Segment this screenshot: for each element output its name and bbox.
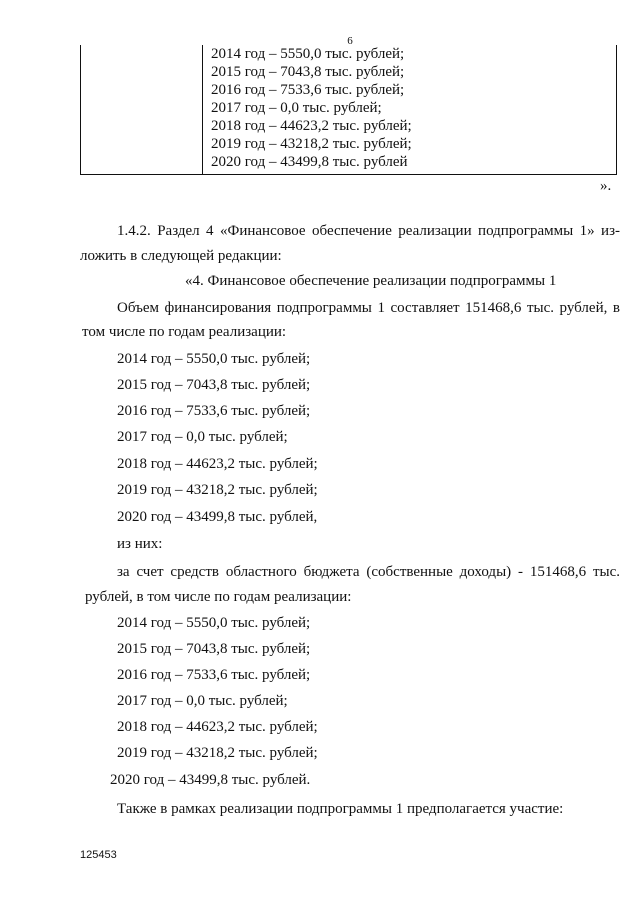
- section-heading: «4. Финансовое обеспечение реализации подпрограммы 1: [185, 273, 557, 289]
- closing-quote: ».: [600, 178, 612, 194]
- year-line: 2016 год – 7533,6 тыс. рублей;: [117, 667, 311, 683]
- paragraph-line: том числе по годам реализации:: [82, 324, 287, 340]
- year-line: 2014 год – 5550,0 тыс. рублей;: [117, 351, 311, 367]
- year-line: 2015 год – 7043,8 тыс. рублей;: [117, 641, 311, 657]
- table-year-line: 2020 год – 43499,8 тыс. рублей: [211, 154, 408, 170]
- year-line: 2018 год – 44623,2 тыс. рублей;: [117, 719, 318, 735]
- table-year-line: 2015 год – 7043,8 тыс. рублей;: [211, 64, 405, 80]
- year-line: 2015 год – 7043,8 тыс. рублей;: [117, 377, 311, 393]
- paragraph-line: Объем финансирования подпрограммы 1 составляет 151468,6 тыс. рублей, в: [117, 300, 620, 316]
- year-line: 2020 год – 43499,8 тыс. рублей,: [117, 509, 318, 525]
- paragraph-line: рублей, в том числе по годам реализации:: [85, 589, 352, 605]
- paragraph-line: за счет средств областного бюджета (собственные доходы) - 151468,6 тыс.: [117, 564, 620, 580]
- table-year-line: 2019 год – 43218,2 тыс. рублей;: [211, 136, 412, 152]
- table-row: [81, 45, 617, 175]
- year-line: 2017 год – 0,0 тыс. рублей;: [117, 429, 288, 445]
- paragraph-line: ложить в следующей редакции:: [80, 248, 282, 264]
- year-line: 2014 год – 5550,0 тыс. рублей;: [117, 615, 311, 631]
- table-cell-years: [203, 45, 617, 175]
- paragraph-line: 1.4.2. Раздел 4 «Финансовое обеспечение реализации подпрограммы 1» из-: [117, 223, 620, 239]
- paragraph-line: Также в рамках реализации подпрограммы 1 предполагается участие:: [117, 801, 564, 817]
- table-year-line: 2017 год – 0,0 тыс. рублей;: [211, 100, 382, 116]
- table-year-line: 2014 год – 5550,0 тыс. рублей;: [211, 46, 405, 62]
- paragraph-line: из них:: [117, 536, 163, 552]
- page-number: 6: [347, 35, 353, 47]
- year-line: 2019 год – 43218,2 тыс. рублей;: [117, 745, 318, 761]
- table-year-line: 2018 год – 44623,2 тыс. рублей;: [211, 118, 412, 134]
- table-year-line: 2016 год – 7533,6 тыс. рублей;: [211, 82, 405, 98]
- year-line: 2016 год – 7533,6 тыс. рублей;: [117, 403, 311, 419]
- year-line: 2020 год – 43499,8 тыс. рублей.: [110, 772, 311, 788]
- year-line: 2017 год – 0,0 тыс. рублей;: [117, 693, 288, 709]
- year-line: 2019 год – 43218,2 тыс. рублей;: [117, 482, 318, 498]
- year-line: 2018 год – 44623,2 тыс. рублей;: [117, 456, 318, 472]
- table-cell-empty: [81, 45, 203, 175]
- footer-document-code: 125453: [80, 849, 117, 861]
- funding-table: [80, 45, 617, 175]
